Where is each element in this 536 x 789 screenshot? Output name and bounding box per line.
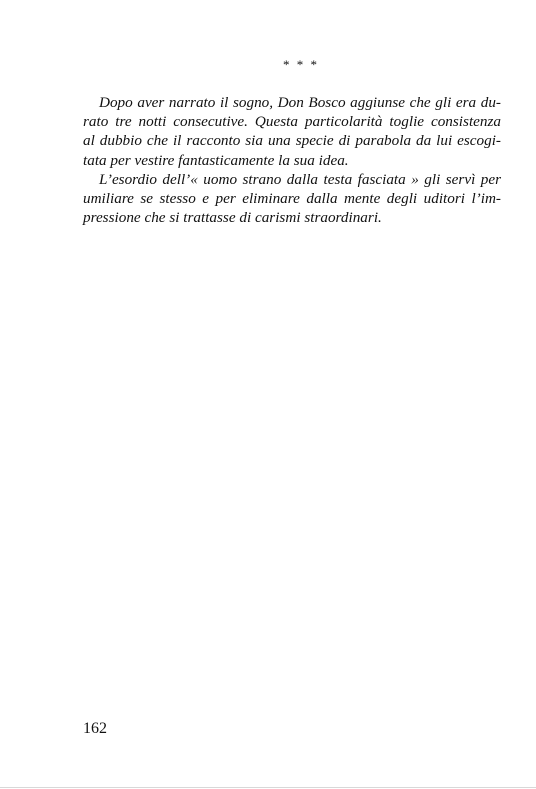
text-line: rato tre notti consecutive. Questa particolarità toglie consistenza [83, 113, 501, 131]
section-separator: * * * [283, 57, 319, 72]
text-line: tata per vestire fantasticamente la sua idea. [83, 151, 349, 169]
text-line: Dopo aver narrato il sogno, Don Bosco aggiunse che gli era du- [99, 94, 501, 111]
paragraph-2 [83, 170, 501, 228]
text-line: L’esordio dell’« uomo strano dalla testa fasciata » gli servì per [99, 170, 501, 188]
text-line: umiliare se stesso e per eliminare dalla mente degli uditori l’im- [83, 190, 501, 208]
page-number: 162 [83, 720, 107, 737]
text-line: pressione che si trattasse di carismi straordinari. [83, 209, 382, 227]
page-edge-rule [0, 787, 536, 788]
paragraph-1 [83, 93, 501, 170]
body-text [83, 93, 501, 227]
text-line: al dubbio che il racconto sia una specie di parabola da lui escogi- [83, 132, 501, 150]
